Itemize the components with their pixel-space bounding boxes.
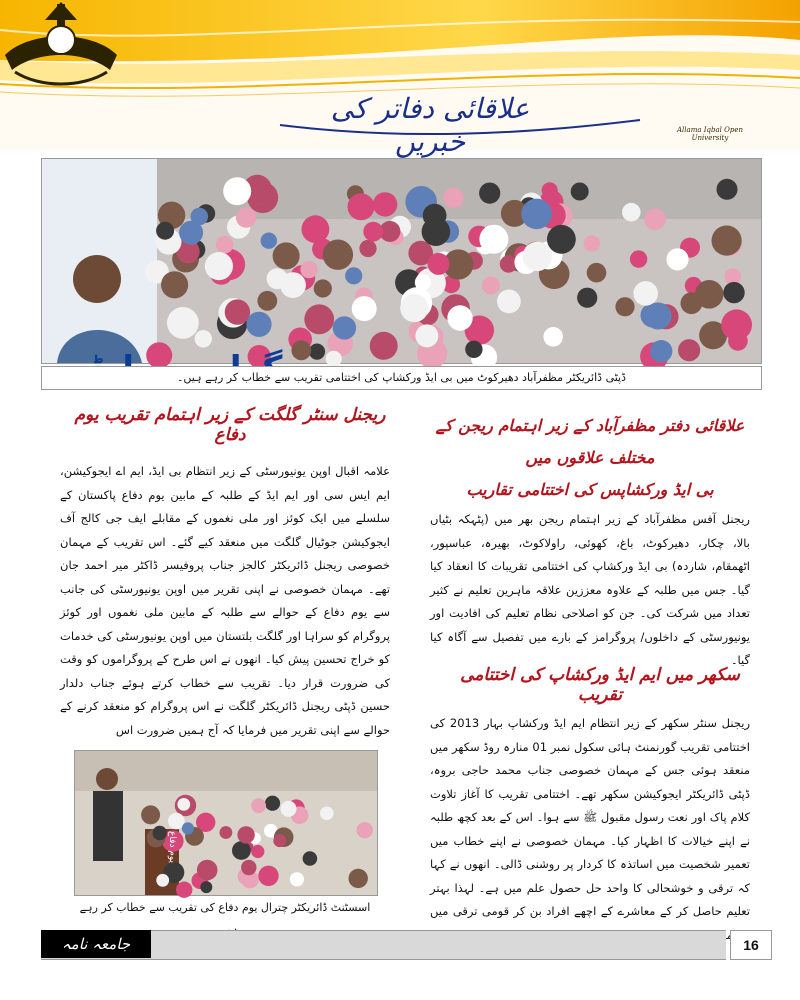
crowd-person-shape <box>156 222 174 240</box>
crowd-person-shape <box>678 339 700 361</box>
crowd-person-shape <box>237 826 254 843</box>
crowd-person-shape <box>728 331 748 351</box>
crowd-person-shape <box>216 236 234 254</box>
main-photo-caption: ڈپٹی ڈائریکٹر مظفرآباد دھیرکوٹ میں بی ایڈ ورکشاپ کی اختتامی تقریب سے خطاب کر رہے ہیں۔ <box>41 366 762 390</box>
crowd-person-shape <box>348 193 375 220</box>
crowd-person-shape <box>280 272 306 298</box>
crowd-person-shape <box>265 796 280 811</box>
header-banner <box>0 0 800 158</box>
crowd-person-shape <box>428 253 450 275</box>
crowd-person-shape <box>246 312 271 337</box>
crowd-person-shape <box>281 801 297 817</box>
crowd-person-shape <box>309 344 325 360</box>
crowd-person-shape <box>236 207 256 227</box>
crowd-person-shape <box>261 233 277 249</box>
crowd-person-shape <box>373 192 397 216</box>
crowd-person-shape <box>666 248 688 270</box>
crowd-person-shape <box>205 252 233 280</box>
crowd-person-shape <box>290 872 304 886</box>
crowd-person-shape <box>167 307 199 339</box>
crowd-person-shape <box>258 866 278 886</box>
crowd-person-shape <box>314 279 332 297</box>
university-logo <box>0 0 122 96</box>
crowd-person-shape <box>257 291 277 311</box>
crowd-person-shape <box>345 267 362 284</box>
crowd-person-shape <box>349 869 368 888</box>
crowd-person-shape <box>359 240 376 257</box>
crowd-person-shape <box>723 282 744 303</box>
crowd-person-shape <box>191 208 209 226</box>
crowd-person-shape <box>443 188 463 208</box>
crowd-person-shape <box>479 225 508 254</box>
crowd-person-shape <box>251 798 266 813</box>
crowd-person-shape <box>273 834 286 847</box>
crowd-person-shape <box>577 288 597 308</box>
crowd-photo-image <box>42 159 761 363</box>
crowd-person-shape <box>363 222 383 242</box>
crowd-person-shape <box>304 304 334 334</box>
crowd-person-shape <box>587 263 607 283</box>
footer-magazine-name: جامعہ نامہ <box>41 930 151 958</box>
crowd-person-shape <box>615 297 634 316</box>
section-title: علاقائی دفاتر کی خبریں <box>330 92 530 158</box>
crowd-person-shape <box>465 341 482 358</box>
crowd-person-shape <box>161 271 188 298</box>
crowd-person-shape <box>176 882 192 898</box>
crowd-person-shape <box>352 296 377 321</box>
crowd-person-shape <box>182 822 194 834</box>
crowd-person-shape <box>645 303 672 330</box>
main-photo <box>41 158 762 364</box>
crowd-person-shape <box>141 805 160 824</box>
crowd-person-shape <box>273 242 300 269</box>
crowd-person-shape <box>200 881 212 893</box>
crowd-person-shape <box>681 292 703 314</box>
crowd-person-shape <box>225 299 250 324</box>
crowd-person-shape <box>717 179 738 200</box>
page-number: 16 <box>730 930 772 960</box>
crowd-person-shape <box>177 798 190 811</box>
logo-caption: Allama Iqbal Open University <box>677 126 743 142</box>
crowd-person-shape <box>447 305 472 330</box>
headline-line-2: بی ایڈ ورکشاپس کی اختتامی تقاریب <box>466 480 714 499</box>
small-photo-banner: یوم دفاع <box>167 831 177 864</box>
right-article-1-headline <box>420 410 760 506</box>
crowd-person-shape <box>650 340 672 362</box>
small-photo-caption: اسسٹنٹ ڈائریکٹر چترال یوم دفاع کی تقریب سے خطاب کر رہے <box>79 901 371 914</box>
crowd-person-shape <box>232 841 251 860</box>
crowd-person-shape <box>543 327 563 347</box>
crowd-person-shape <box>521 199 552 230</box>
crowd-person-shape <box>300 261 317 278</box>
crowd-person-shape <box>195 330 212 347</box>
crowd-person-shape <box>220 826 233 839</box>
crowd-person-shape <box>547 225 576 254</box>
crowd-person-shape <box>422 217 451 246</box>
crowd-person-shape <box>479 183 500 204</box>
crowd-person-shape <box>303 851 318 866</box>
crowd-person-shape <box>223 177 251 205</box>
crowd-person-shape <box>320 807 334 821</box>
crowd-person-shape <box>415 324 438 347</box>
crowd-person-shape <box>584 235 600 251</box>
left-article-body: علامہ اقبال اوپن یونیورسٹی کے زیر انتظام بی ایڈ، ایم اے ایجوکیشن، ایم ایس سی اور ایم ایڈ کے طلبہ کے مابین یوم دفاع پاکستان کے سلسلے میں ایک کوئز اور ملی نغموں کے مقابلے ایف جی کالج آف ایجوکیشن جوٹیال گلگت میں منعقد کیے گئے۔ اس تقریب کے مہمان خصوصی ریجنل ڈائریکٹر کالجز جناب پروفیسر ڈاکٹر میر احمد جان تھے۔ مہمان خصوصی نے اپنی تقریر میں اوپن یونیورسٹی کی جانب سے یوم دفاع کے حوالے سے طلبہ کے مابین ملی نغموں اور کوئز پروگرام کو سراہا اور گلگت بلتستان میں اوپن یونیورسٹی کی خدمات کو خراج تحسین پیش کیا۔ انھوں نے اس طرح کے پروگراموں کو وقت کی ضرورت قرار دیا۔ تقریب سے خطاب کرتے ہوئے جناب دلدار حسین ڈپٹی ریجنل ڈائریکٹر گلگت نے اس پروگرام کو منعقد کرنے کے حوالے سے اپنی تقریر میں فرمایا کہ آج ہمیں ضرورت اس <box>60 464 390 737</box>
crowd-person-shape <box>357 822 373 838</box>
left-article-headline: ریجنل سنٹر گلگت کے زیر اہتمام تقریب یوم دفاع <box>74 405 386 445</box>
crowd-person-shape <box>622 203 641 222</box>
crowd-person-shape <box>326 351 342 367</box>
ceremony-photo-image <box>75 751 377 895</box>
crowd-person-shape <box>644 209 666 231</box>
headline-line-1: علاقائی دفتر مظفرآباد کے زیر اہتمام ریجن کے مختلف علاقوں میں <box>435 416 745 467</box>
crowd-person-shape <box>571 183 589 201</box>
right-article-2-headline: سکھر میں ایم ایڈ ورکشاپ کی اختتامی تقریب <box>460 665 740 705</box>
crowd-person-shape <box>241 860 256 875</box>
crowd-person-shape <box>542 182 558 198</box>
crowd-person-shape <box>523 242 552 271</box>
crowd-person-shape <box>370 332 398 360</box>
crowd-person-shape <box>415 274 431 290</box>
right-article-1-body: ریجنل آفس مظفرآباد کے زیر اہتمام ریجن بھر میں (پٹہکہ بٹیاں بالا، چکار، دھیرکوٹ، باغ، کھوئی، راولاکوٹ، بھیرہ، عباسپور، اٹھمقام، شاردہ) بی ایڈ ورکشاپ کی اختتامی تقریبات کا انعقاد کیا گیا۔ جس میں طلبہ کے علاوہ معززین علاقہ ماہرین تعلیم نے کثیر تعداد میں شرکت کی۔ جن کو اصلاحی نظام تعلیم کی افادیت اور یونیورسٹی کے داخلوں/ پروگرامز کے بارے میں تفصیل سے آگاہ کیا گیا۔ <box>430 512 750 667</box>
crowd-person-shape <box>197 860 218 881</box>
crowd-person-shape <box>156 874 169 887</box>
right-article-2-body: ریجنل سنٹر سکھر کے زیر انتظام ایم ایڈ ورکشاپ بہار 2013 کی اختتامی تقریب گورنمنٹ ہائی سکول نمبر 01 منارہ روڈ سکھر میں منعقد ہوئی جس کے مہمان خصوصی جناب محمد حاجی بروہ، ڈپٹی ڈائریکٹر ایجوکیشن سکھر تھے۔ اختتامی تقریب کا آغاز تلاوت کلام پاک اور نعت رسول مقبول ﷺ سے ہوا۔ اس کے بعد کچھ طلبہ نے اپنے خیالات کا اظہار کیا۔ مہمان خصوصی نے اپنے خطاب میں تعمیر شخصیت میں اساتذہ کا کردار پر روشنی ڈالی۔ انھوں نے کہا کہ ترقی و خوشحالی کا واحد حل حصول علم میں ہے۔ لہذا بہتر تعلیم حاصل کر کے معاشرے کے اچھے افراد بن کر قومی ترقی میں <box>430 716 751 918</box>
crowd-person-shape <box>712 226 742 256</box>
small-photo <box>74 750 378 896</box>
crowd-person-shape <box>630 250 647 267</box>
crowd-person-shape <box>482 276 500 294</box>
crowd-person-shape <box>633 281 658 306</box>
crowd-person-shape <box>323 240 353 270</box>
crowd-person-shape <box>497 290 521 314</box>
crowd-person-shape <box>400 294 428 322</box>
crowd-person-shape <box>333 316 356 339</box>
